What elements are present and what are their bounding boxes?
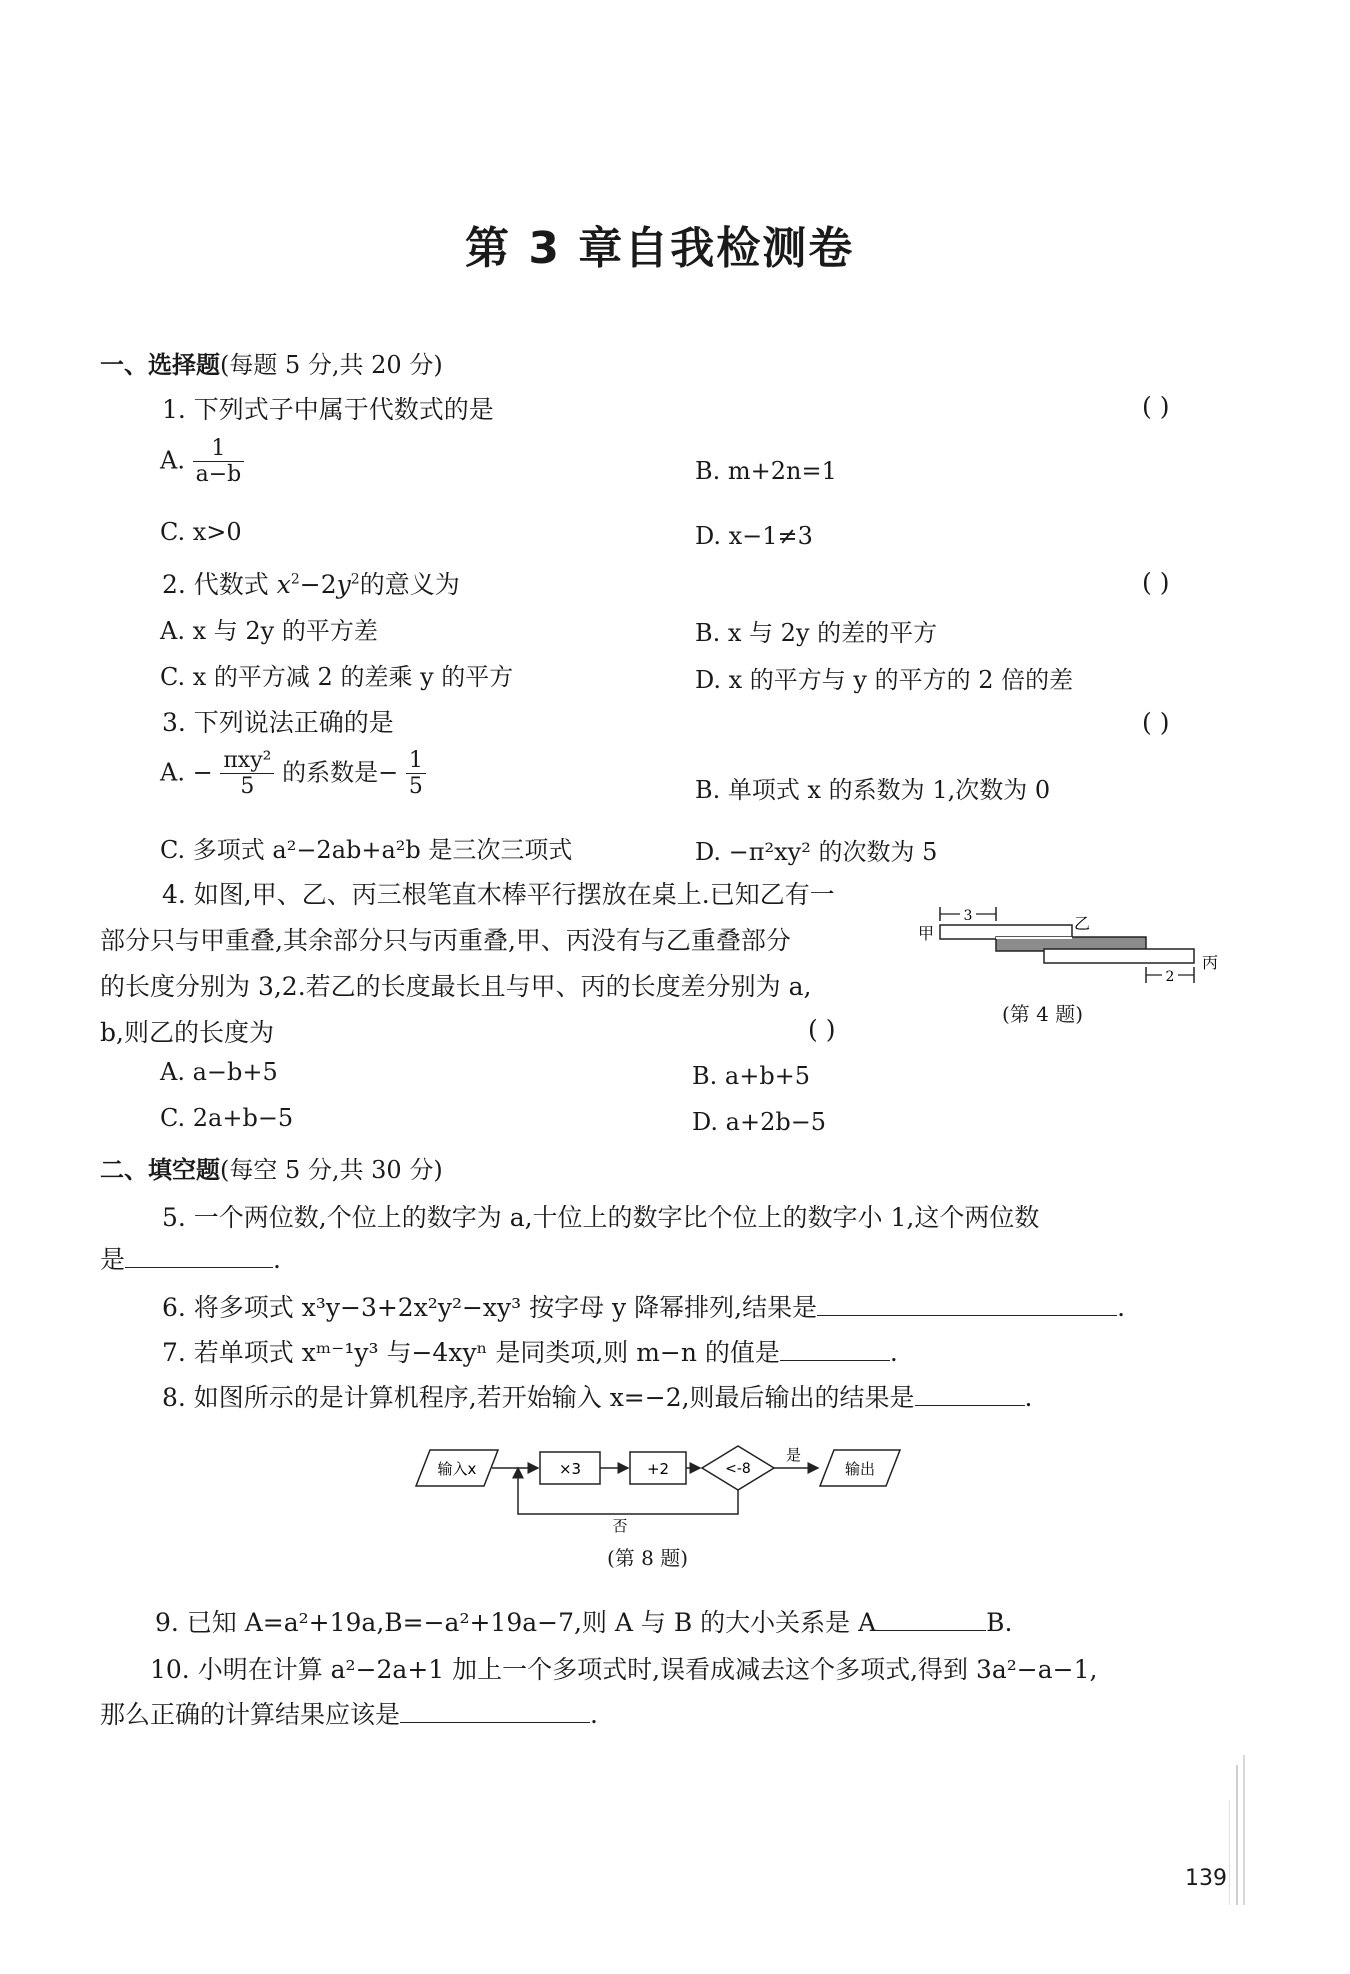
label-bing: 丙 [1202, 953, 1219, 972]
answer-paren-4: ( ) [808, 1015, 836, 1044]
q4-option-b: B. a+b+5 [692, 1062, 811, 1090]
question-1-stem: 1. 下列式子中属于代数式的是 [162, 395, 494, 424]
dim-label-3: 3 [963, 908, 973, 924]
answer-blank-6[interactable] [817, 1315, 1117, 1316]
q1-option-b: B. m+2n=1 [695, 457, 837, 485]
flow-no-label: 否 [612, 1517, 628, 1535]
question-10-line1: 10. 小明在计算 a²−2a+1 加上一个多项式时,误看成减去这个多项式,得到 3a²−a−1, [150, 1655, 1098, 1684]
answer-blank-7[interactable] [780, 1360, 890, 1361]
q3-option-a: A. − $\frac{\text{πxy²}}{5}$ 的系数是− $\frac{1}{5}$ [160, 748, 426, 800]
question-9: 9. 已知 A=a²+19a,B=−a²+19a−7,则 A 与 B 的大小关系是 A B. [155, 1608, 1013, 1637]
q4-option-a: A. a−b+5 [160, 1058, 278, 1086]
q1-option-c: C. x>0 [160, 518, 242, 546]
flow-compare-label: <-8 [725, 1461, 751, 1477]
fraction: $\frac{\text{πxy²}}{5}$ [220, 748, 274, 800]
flow-output-label: 输出 [844, 1460, 876, 1478]
q2-option-d: D. x 的平方与 y 的平方的 2 倍的差 [695, 666, 1074, 694]
flow-yes-label: 是 [786, 1446, 802, 1464]
answer-paren-1: ( ) [1142, 392, 1170, 421]
answer-blank-5[interactable] [125, 1267, 273, 1268]
section-name: 一、选择题 [100, 351, 220, 379]
answer-blank-9[interactable] [876, 1630, 986, 1631]
question-10-line2: 那么正确的计算结果应该是 . [100, 1700, 598, 1729]
overlap-fix [996, 937, 1072, 939]
q1-option-a: A. $\frac{1}{a-b}$ [160, 436, 244, 488]
q4-caption: (第 4 题) [1002, 1002, 1084, 1026]
q2-option-b: B. x 与 2y 的差的平方 [695, 619, 938, 647]
q2-option-a: A. x 与 2y 的平方差 [160, 617, 378, 645]
fraction: $\frac{1}{5}$ [406, 748, 426, 800]
label-yi: 乙 [1074, 914, 1091, 933]
flow-times3-label: ×3 [558, 1460, 582, 1478]
q4-option-c: C. 2a+b−5 [160, 1104, 294, 1132]
question-5-line2: 是 . [100, 1245, 281, 1274]
q4-option-d: D. a+2b−5 [692, 1108, 827, 1136]
page-title: 第 3 章自我检测卷 [465, 223, 855, 274]
question-4-text: 4. 如图,甲、乙、丙三根笔直木棒平行摆放在桌上.已知乙有一 部分只与甲重叠,其余部分只与丙重叠,甲、丙没有与乙重叠部分 的长度分别为 3,2.若乙的长度最长且与甲、丙的长度差分别为 a, b,则乙的长度为 [100, 880, 835, 1047]
question-7: 7. 若单项式 xᵐ⁻¹y³ 与−4xyⁿ 是同类项,则 m−n 的值是 . [162, 1338, 898, 1367]
question-8: 8. 如图所示的是计算机程序,若开始输入 x=−2,则最后输出的结果是 . [162, 1383, 1033, 1412]
q2-option-c: C. x 的平方减 2 的差乘 y 的平方 [160, 663, 514, 691]
dim-label-2: 2 [1165, 969, 1175, 985]
answer-blank-10[interactable] [400, 1722, 590, 1723]
edge-line [1243, 1755, 1245, 1905]
edge-line [1229, 1800, 1230, 1905]
question-5-line1: 5. 一个两位数,个位上的数字为 a,十位上的数字比个位上的数字小 1,这个两位数 [162, 1203, 1040, 1232]
section-heading-fill [100, 1150, 443, 1185]
answer-blank-8[interactable] [915, 1405, 1025, 1406]
rod-bing [1044, 949, 1194, 963]
q3-option-c: C. 多项式 a²−2ab+a²b 是三次三项式 [160, 836, 573, 864]
q1-option-d: D. x−1≠3 [695, 522, 813, 550]
fraction: $\frac{1}{a-b}$ [193, 436, 245, 488]
question-6: 6. 将多项式 x³y−3+2x²y²−xy³ 按字母 y 降幂排列,结果是 . [162, 1293, 1126, 1322]
q3-option-d: D. −π²xy² 的次数为 5 [695, 838, 938, 866]
page-number: 139 [1185, 1866, 1227, 1891]
question-3-stem: 3. 下列说法正确的是 [162, 708, 394, 737]
section-note: (每空 5 分,共 30 分) [220, 1156, 443, 1184]
flow-input-label: 输入x [437, 1460, 477, 1478]
q8-caption: (第 8 题) [607, 1546, 689, 1570]
answer-paren-3: ( ) [1142, 708, 1170, 737]
edge-line [1236, 1765, 1238, 1905]
section-name: 二、填空题 [100, 1156, 220, 1184]
section-note: (每题 5 分,共 20 分) [220, 351, 443, 379]
label-jia: 甲 [918, 924, 935, 943]
answer-paren-2: ( ) [1142, 568, 1170, 597]
q8-flowchart [410, 1440, 930, 1535]
q3-option-b: B. 单项式 x 的系数为 1,次数为 0 [695, 776, 1051, 804]
section-heading-choice [100, 345, 443, 380]
flow-plus2-label: +2 [646, 1460, 670, 1478]
question-2-stem: 2. 代数式 $x^2-2y^2$的意义为 [162, 570, 460, 599]
